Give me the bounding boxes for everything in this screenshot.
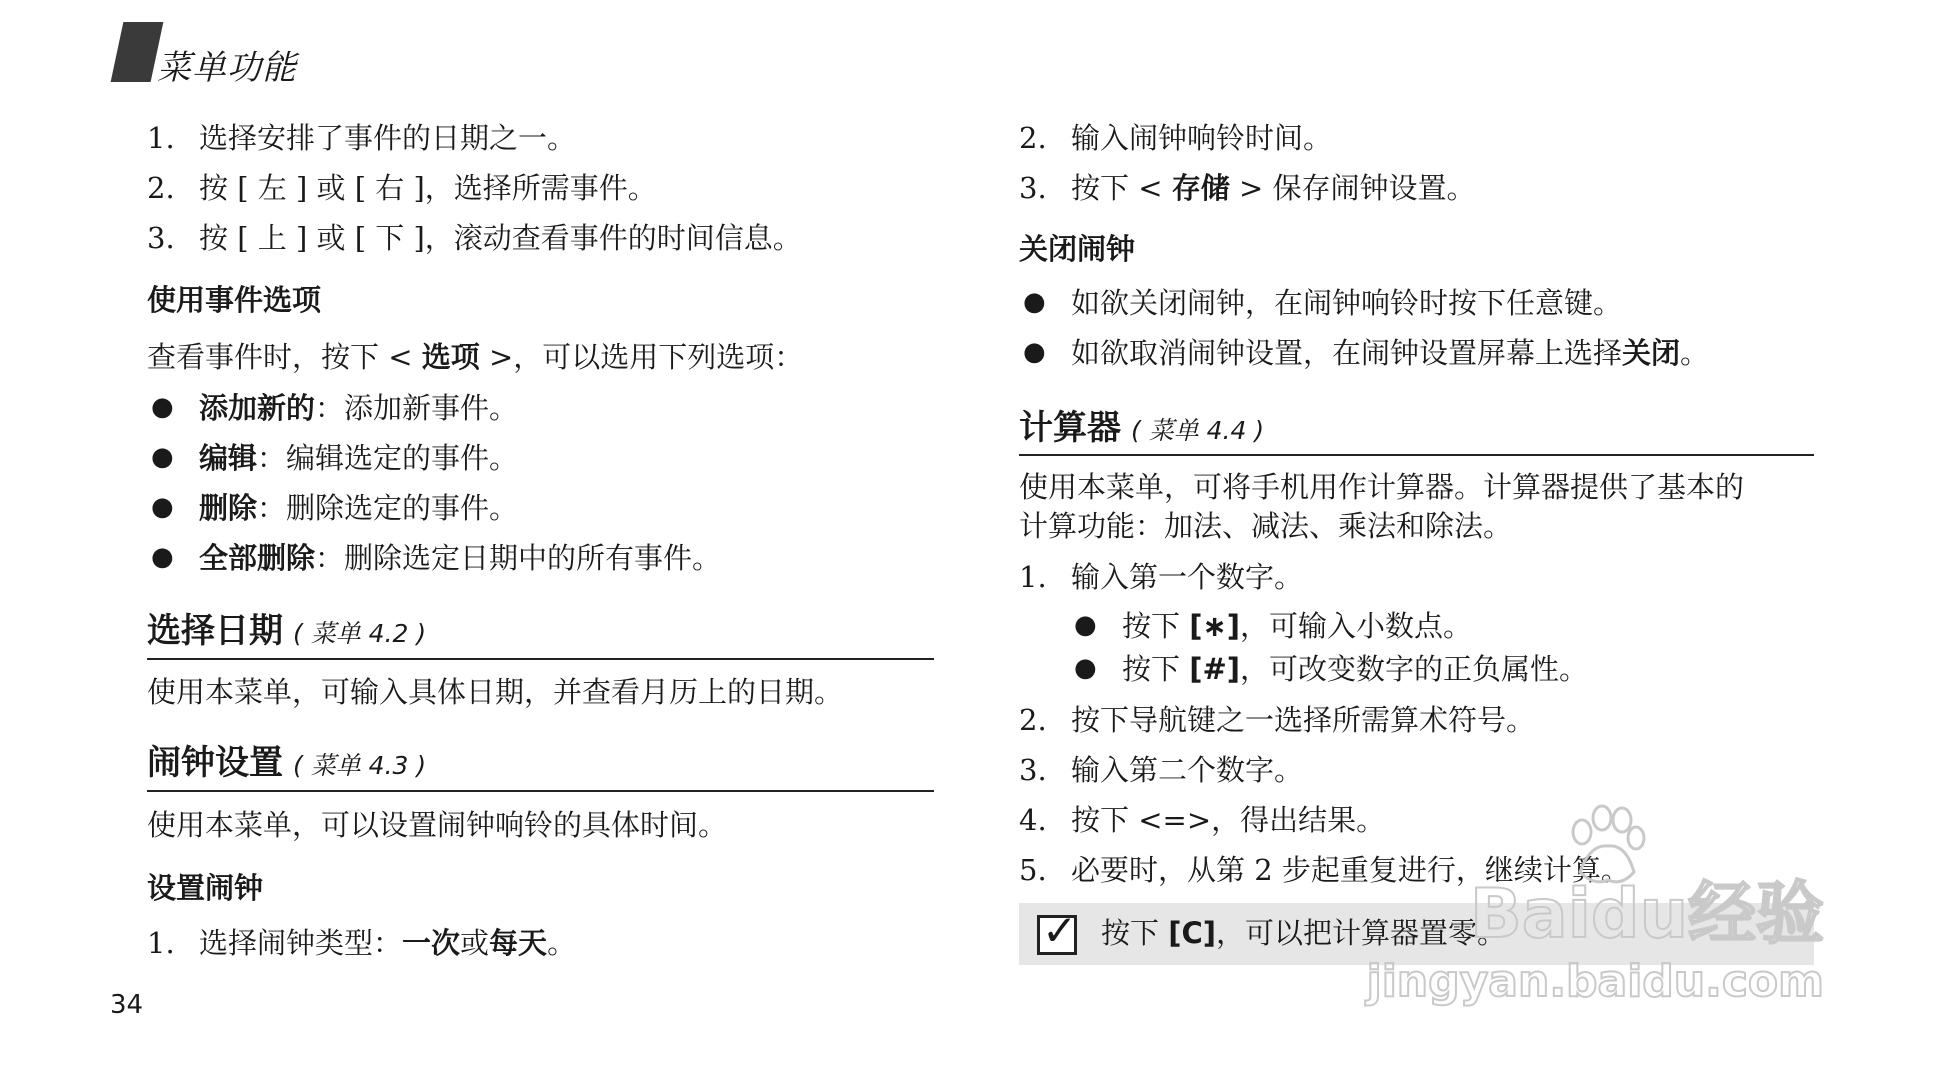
header-bar [111,22,164,82]
divider [1019,454,1814,456]
bullet-icon: ● [151,442,174,472]
section-title-select-date: 选择日期 ( 菜单 4.2 ) [147,611,427,651]
select-date-body: 使用本菜单，可输入具体日期，并查看月历上的日期。 [147,675,844,709]
event-options-heading: 使用事件选项 [147,283,322,317]
watermark-brand: Baidu经验 [1469,875,1824,954]
divider [147,658,934,660]
alarm-body: 使用本菜单，可以设置闹钟响铃的具体时间。 [147,808,728,842]
section-header-title: 菜单功能 [157,48,297,88]
bullet-icon: ● [1023,337,1046,367]
bullet-icon: ● [151,392,174,422]
bullet-icon: ● [1074,653,1097,683]
section-title-alarm: 闹钟设置 ( 菜单 4.3 ) [147,743,427,783]
calculator-body-line1: 使用本菜单，可将手机用作计算器。计算器提供了基本的 [1019,470,1745,504]
bullet-icon: ● [151,542,174,572]
page-number: 34 [110,990,144,1020]
calculator-body-line2: 计算功能：加法、减法、乘法和除法。 [1019,509,1513,543]
note-text: 按下 [C]，可以把计算器置零。 [1101,916,1507,950]
set-alarm-heading: 设置闹钟 [147,871,264,905]
watermark-url: jingyan.baidu.com [1366,956,1824,1007]
divider [147,790,934,792]
close-alarm-heading: 关闭闹钟 [1019,232,1136,266]
bullet-icon: ● [1023,287,1046,317]
bullet-icon: ● [151,492,174,522]
section-title-calculator: 计算器 ( 菜单 4.4 ) [1019,408,1265,448]
bullet-icon: ● [1074,610,1097,640]
event-options-intro: 查看事件时，按下 < 选项 >，可以选用下列选项： [147,340,804,374]
checkbox-note-icon: ✓ [1037,915,1077,955]
